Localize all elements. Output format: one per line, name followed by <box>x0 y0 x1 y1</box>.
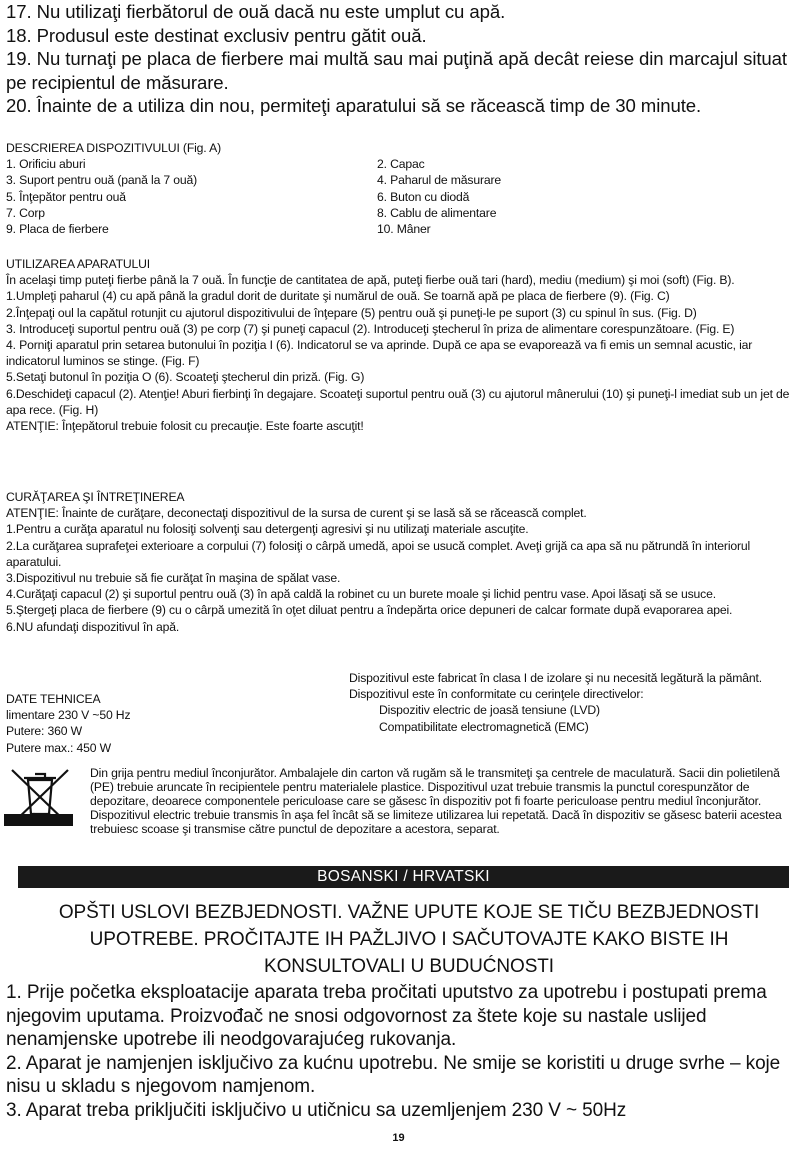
parts-list <box>6 156 791 237</box>
safety-list <box>6 981 791 1122</box>
safety-list-continued <box>6 0 791 118</box>
warning-text: ATENŢIE: Înainte de curăţare, deconectaţi dispozitivul de la sursa de curent şi se lasă să se răcească complet. <box>6 506 587 521</box>
page-number: 19 <box>392 1132 405 1144</box>
part-item: 10. Mâner <box>377 222 431 237</box>
tech-line: Putere: 360 W <box>6 724 82 739</box>
paragraph: 6.Deschideţi capacul (2). Atenţie! Aburi fierbinţi în degajare. Scoateţi suportul pentru ouă (3) cu ajutorul mânerului (10) şi puneţi-l imediat sub un jet de apa rece. (Fig. H) <box>6 386 790 417</box>
section-heading: CURĂŢAREA ŞI ÎNTREŢINEREA <box>6 490 185 504</box>
tech-line: Putere max.: 450 W <box>6 740 111 755</box>
list-item: 20. Înainte de a utiliza din nou, permiteţi aparatului să se răcească timp de 30 minute. <box>6 95 702 116</box>
list-item: 1. Prije početka eksploatacije aparata treba pročitati uputstvo za upotrebu i postupati prema njegovim uputama. Proizvođač ne snosi odgovornost za štete koje su nastale uslijed nenamjenske upotrebe ili neodgovarajućeg rukovanja. <box>6 982 767 1050</box>
paragraph: 4. Porniţi aparatul prin setarea butonului în poziţia I (6). Indicatorul se va aprinde. După ce apa se evaporează va fi emis un semnal acustic, iar indicatorul luminos se stinge. (Fig. F) <box>6 338 753 369</box>
section-heading: DESCRIEREA DISPOZITIVULUI (Fig. A) <box>6 141 221 155</box>
paragraph: 5.Setaţi butonul în poziţia O (6). Scoateţi ştecherul din priză. (Fig. G) <box>6 370 365 385</box>
paragraph: 1.Umpleţi paharul (4) cu apă până la gradul dorit de duritate şi numărul de ouă. Se toarnă apă pe placa de fierbere (9). (Fig. C) <box>6 289 670 304</box>
warning-text: ATENŢIE: Înţepătorul trebuie folosit cu precauţie. Este foarte ascuţit! <box>6 419 364 434</box>
safety-title: OPŠTI USLOVI BEZBJEDNOSTI. VAŽNE UPUTE KOJE SE TIČU BEZBJEDNOSTI UPOTREBE. PROČITAJTE IH PAŽLJIVO I SAČUTOVAJTE KAKO BISTE IH KONSULTOVALI U BUDUĆNOSTI <box>58 902 760 977</box>
part-item: 9. Placa de fierbere <box>6 222 109 237</box>
technical-data-section <box>6 691 336 756</box>
classification-section <box>349 670 789 735</box>
paragraph: 4.Curăţaţi capacul (2) şi suportul pentru ouă (3) în apă caldă la robinet cu un burete moale şi lichid pentru vase. Apoi lăsaţi să se usuce. <box>6 587 716 602</box>
part-item: 2. Capac <box>377 157 425 172</box>
list-item: 3. Aparat treba priključiti isključivo u utičnicu sa uzemljenjem 230 V ~ 50Hz <box>6 1099 627 1121</box>
directive-item: Dispozitiv electric de joasă tensiune (LVD) <box>379 703 600 718</box>
list-item: 2. Aparat je namjenjen isključivo za kućnu upotrebu. Ne smije se koristiti u druge svrhe – koje nisu u skladu s njegovom namjenom. <box>6 1052 781 1097</box>
language-banner: BOSANSKI / HRVATSKI <box>18 866 789 888</box>
paragraph: 2.La curăţarea suprafeţei exterioare a corpului (7) folosiţi o cârpă umedă, apoi se usucă complet. Aveţi grijă ca apa să nu pătrundă în interiorul aparatului. <box>6 538 751 569</box>
list-item: 19. Nu turnaţi pe placa de fierbere mai multă sau mai puţină apă decât reiese din marcajul situat pe recipientul de măsurare. <box>6 48 787 93</box>
list-item: 18. Produsul este destinat exclusiv pentru gătit ouă. <box>6 24 427 46</box>
part-item: 5. Înţepător pentru ouă <box>6 189 126 204</box>
paragraph: 3.Dispozitivul nu trebuie să fie curăţat în maşina de spălat vase. <box>6 571 341 586</box>
environment-notice: Din grija pentru mediul înconjurător. Ambalajele din carton vă rugăm să le transmiteţi şa centrele de maculatură. Sacii din polietilenă (PE) trebuie aruncate în recipientele pentru materialele plastice. Dispozitivul uzat trebuie transmis la punctul corespunzător de depozitare, deoarece componentele periculoase care se găsesc în dispozitiv pot fi foarte periculoase pentru mediul înconjurător. Dispozitivul electric trebuie transmis în aşa fel încât să se limiteze utilizarea lui repetată. Dacă în dispozitiv se găsesc baterii acestea trebuiesc scoase şi transmise către punctul de depozitare a acestora, separat. <box>90 766 782 836</box>
part-item: 8. Cablu de alimentare <box>377 205 497 220</box>
list-item: 17. Nu utilizaţi fierbătorul de ouă dacă nu este umplut cu apă. <box>6 1 506 22</box>
paragraph: 6.NU afundaţi dispozitivul în apă. <box>6 619 180 634</box>
part-item: 4. Paharul de măsurare <box>377 173 502 188</box>
part-item: 7. Corp <box>6 205 45 220</box>
weee-bar <box>4 814 73 826</box>
section-heading: UTILIZAREA APARATULUI <box>6 257 151 271</box>
device-description-section <box>6 140 791 237</box>
usage-section <box>6 256 792 434</box>
part-item: 3. Suport pentru ouă (pană la 7 ouă) <box>6 173 198 188</box>
part-item: 6. Buton cu diodă <box>377 189 470 204</box>
paragraph: Dispozitivul este în conformitate cu cerinţele directivelor: <box>349 687 644 702</box>
directive-item: Compatibilitate electromagnetică (EMC) <box>379 719 589 734</box>
cleaning-section <box>6 489 792 635</box>
paragraph: 2.Înţepaţi oul la capătul rotunjit cu ajutorul dispozitivului de înţepare (5) pentru ouă şi puneţi-le pe suport (3) cu spinul în sus. (Fig. D) <box>6 305 697 320</box>
section-heading: DATE TEHNICEA <box>6 692 101 706</box>
part-item: 1. Orificiu aburi <box>6 157 86 172</box>
paragraph: În acelaşi timp puteţi fierbe până la 7 ouă. În funcţie de cantitatea de apă, puteţi fierbe ouă tari (hard), mediu (medium) şi moi (soft) (Fig. B). <box>6 273 735 288</box>
paragraph: 1.Pentru a curăţa aparatul nu folosiţi solvenţi sau detergenţi agresivi şi nu utilizaţi materiale ascuţite. <box>6 522 529 537</box>
paragraph: 3. Introduceţi suportul pentru ouă (3) pe corp (7) şi puneţi capacul (2). Introduceţi ştecherul în priza de alimentare corespunzătoare. (Fig. E) <box>6 321 735 336</box>
paragraph: 5.Ştergeţi placa de fierbere (9) cu o cârpă umezită în oţet diluat pentru a îndepărta orice depuneri de calcar formate după evaporarea apei. <box>6 603 733 618</box>
tech-line: limentare 230 V ~50 Hz <box>6 708 131 723</box>
paragraph: Dispozitivul este fabricat în clasa I de izolare şi nu necesită legătură la pământ. <box>349 671 762 685</box>
